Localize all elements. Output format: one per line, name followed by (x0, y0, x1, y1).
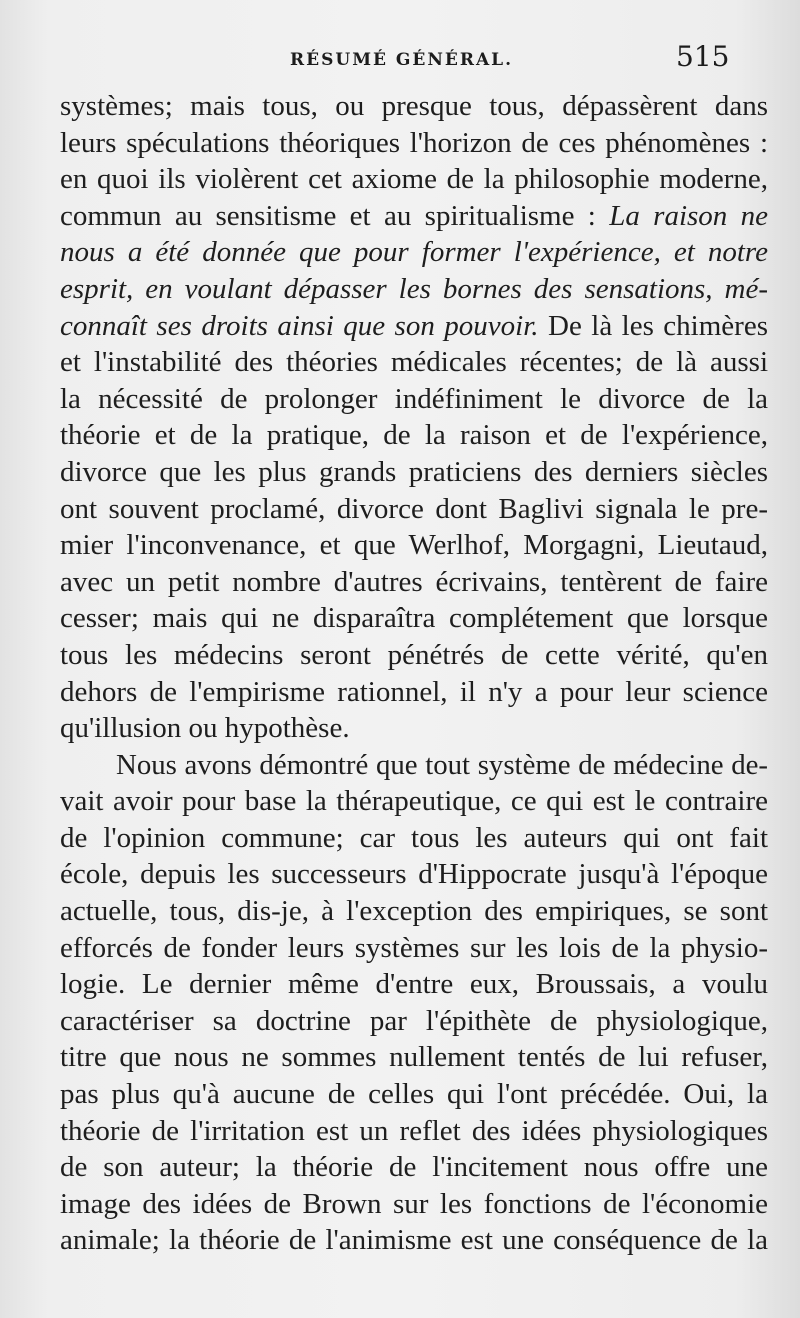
text-italic: nous a été donnée que pour former l'expérience, et notre (60, 236, 768, 269)
text-line: actuelle, tous, dis-je, à l'exception des empiriques, se sont (60, 895, 768, 928)
text-line: en quoi ils violèrent cet axiome de la philosophie moderne, (60, 163, 768, 196)
text-line: Nous avons démontré que tout système de médecine de- (116, 748, 768, 781)
text-line: théorie et de la pratique, de la raison et de l'expérience, (60, 419, 768, 452)
text-line (60, 234, 768, 271)
running-title: RÉSUMÉ GÉNÉRAL. (290, 50, 514, 70)
text-italic: La raison ne (609, 199, 768, 232)
paragraph (60, 747, 768, 1259)
text-line: logie. Le dernier même d'entre eux, Broussais, a voulu (60, 968, 768, 1001)
text-line: de l'opinion commune; car tous les auteurs qui ont fait (60, 821, 768, 854)
text-line: tous les médecins seront pénétrés de cette vérité, qu'en (60, 638, 768, 671)
text-line: leurs spéculations théoriques l'horizon de ces phénomènes : (60, 126, 768, 159)
text-line: vait avoir pour base la thérapeutique, ce qui est le contraire (60, 785, 768, 818)
text-roman: commun au sensitisme et au spiritualisme : (60, 199, 610, 232)
text-line: mier l'inconvenance, et que Werlhof, Morgagni, Lieutaud, (60, 529, 768, 562)
text-line: théorie de l'irritation est un reflet des idées physiologiques (60, 1114, 768, 1147)
text-italic: connaît ses droits ainsi que son pouvoir. (60, 309, 539, 342)
page-number: 515 (676, 40, 730, 73)
text-line (60, 271, 768, 308)
text-line: et l'instabilité des théories médicales récentes; de là aussi (60, 346, 768, 379)
text-line: image des idées de Brown sur les fonctions de l'économie (60, 1187, 768, 1220)
body-text (60, 88, 768, 1259)
text-line: efforcés de fonder leurs systèmes sur les lois de la physio- (60, 931, 768, 964)
text-line: la nécessité de prolonger indéfiniment le divorce de la (60, 382, 768, 415)
text-line: pas plus qu'à aucune de celles qui l'ont précédée. Oui, la (60, 1078, 768, 1111)
text-line: avec un petit nombre d'autres écrivains, tentèrent de faire (60, 565, 768, 598)
text-roman: De là les chimères (538, 309, 768, 342)
text-line: dehors de l'empirisme rationnel, il n'y a pour leur science (60, 675, 768, 708)
text-line: divorce que les plus grands praticiens des derniers siècles (60, 455, 768, 488)
text-line: de son auteur; la théorie de l'incitement nous offre une (60, 1151, 768, 1184)
text-line: titre que nous ne sommes nullement tentés de lui refuser, (60, 1041, 768, 1074)
text-line: animale; la théorie de l'animisme est une conséquence de la (60, 1224, 768, 1257)
text-line: ont souvent proclamé, divorce dont Baglivi signala le pre- (60, 492, 768, 525)
text-line: école, depuis les successeurs d'Hippocrate jusqu'à l'époque (60, 858, 768, 891)
text-line (60, 198, 768, 235)
text-line: systèmes; mais tous, ou presque tous, dépassèrent dans (60, 90, 768, 122)
text-line (60, 308, 768, 345)
text-italic: esprit, en voulant dépasser les bornes des sensations, mé- (60, 272, 768, 305)
text-line: qu'illusion ou hypothèse. (60, 712, 350, 745)
paragraph (60, 88, 768, 747)
text-line: cesser; mais qui ne disparaîtra complétement que lorsque (60, 602, 768, 635)
text-line: caractériser sa doctrine par l'épithète de physiologique, (60, 1004, 768, 1037)
